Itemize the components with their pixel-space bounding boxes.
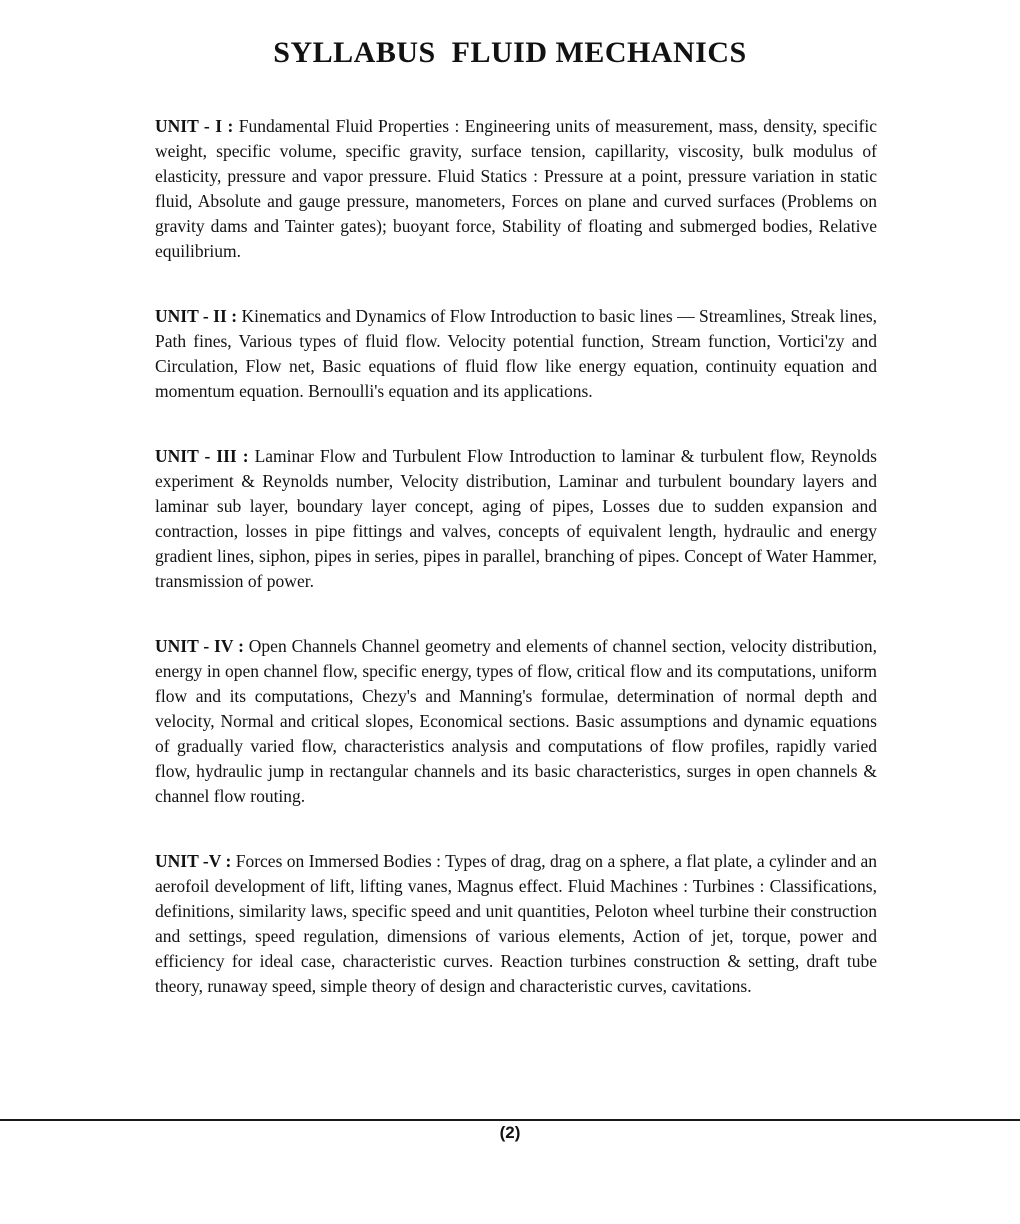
unit-4-label: UNIT - IV : xyxy=(155,636,244,656)
unit-1-paragraph xyxy=(155,114,877,264)
footer-divider xyxy=(0,1119,1020,1121)
page-number: (2) xyxy=(499,1123,521,1142)
unit-3-paragraph xyxy=(155,444,877,594)
unit-3-label: UNIT - III : xyxy=(155,446,249,466)
unit-2-paragraph xyxy=(155,304,877,404)
unit-1-label: UNIT - I : xyxy=(155,116,234,136)
unit-5-label: UNIT -V : xyxy=(155,851,232,871)
unit-2-label: UNIT - II : xyxy=(155,306,238,326)
unit-4-body: Open Channels Channel geometry and elements of channel section, velocity distribution, energy in open channel flow, specific energy, types of flow, critical flow and its computations, uniform flow and its computations, Chezy's and Manning's formulae, determination of normal depth and velocity, Normal and critical slopes, Economical sections. Basic assumptions and dynamic equations of gradually varied flow, characteristics analysis and computations of flow profiles, rapidly varied flow, hydraulic jump in rectangular channels and its basic characteristics, surges in open channels & channel flow routing. xyxy=(155,636,877,806)
unit-1-body: Fundamental Fluid Properties : Engineering units of measurement, mass, density, specific weight, specific volume, specific gravity, surface tension, capillarity, viscosity, bulk modulus of elasticity, pressure and vapor pressure. Fluid Statics : Pressure at a point, pressure variation in static fluid, Absolute and gauge pressure, manometers, Forces on plane and curved surfaces (Problems on gravity dams and Tainter gates); buoyant force, Stability of floating and submerged bodies, Relative equilibrium. xyxy=(155,116,877,261)
unit-4-paragraph xyxy=(155,634,877,809)
page-footer xyxy=(0,1119,1020,1143)
unit-5-body: Forces on Immersed Bodies : Types of drag, drag on a sphere, a flat plate, a cylinder and an aerofoil development of lift, lifting vanes, Magnus effect. Fluid Machines : Turbines : Classifications, definitions, similarity laws, specific speed and unit quantities, Peloton wheel turbine their construction and settings, speed regulation, dimensions of various elements, Action of jet, torque, power and efficiency for ideal case, characteristic curves. Reaction turbines construction & setting, draft tube theory, runaway speed, simple theory of design and characteristic curves, cavitations. xyxy=(155,851,878,996)
page-title: SYLLABUS FLUID MECHANICS xyxy=(273,36,747,69)
unit-5-paragraph xyxy=(155,849,877,999)
unit-2-body: Kinematics and Dynamics of Flow Introduction to basic lines — Streamlines, Streak lines, Path fines, Various types of fluid flow. Velocity potential function, Stream function, Vortici'zy and Circulation, Flow net, Basic equations of fluid flow like energy equation, continuity equation and momentum equation. Bernoulli's equation and its applications. xyxy=(155,306,878,401)
syllabus-content xyxy=(155,114,877,999)
unit-3-body: Laminar Flow and Turbulent Flow Introduction to laminar & turbulent flow, Reynolds experiment & Reynolds number, Velocity distribution, Laminar and turbulent boundary layers and laminar sub layer, boundary layer concept, aging of pipes, Losses due to sudden expansion and contraction, losses in pipe fittings and valves, concepts of equivalent length, hydraulic and energy gradient lines, siphon, pipes in series, pipes in parallel, branching of pipes. Concept of Water Hammer, transmission of power. xyxy=(155,446,877,591)
